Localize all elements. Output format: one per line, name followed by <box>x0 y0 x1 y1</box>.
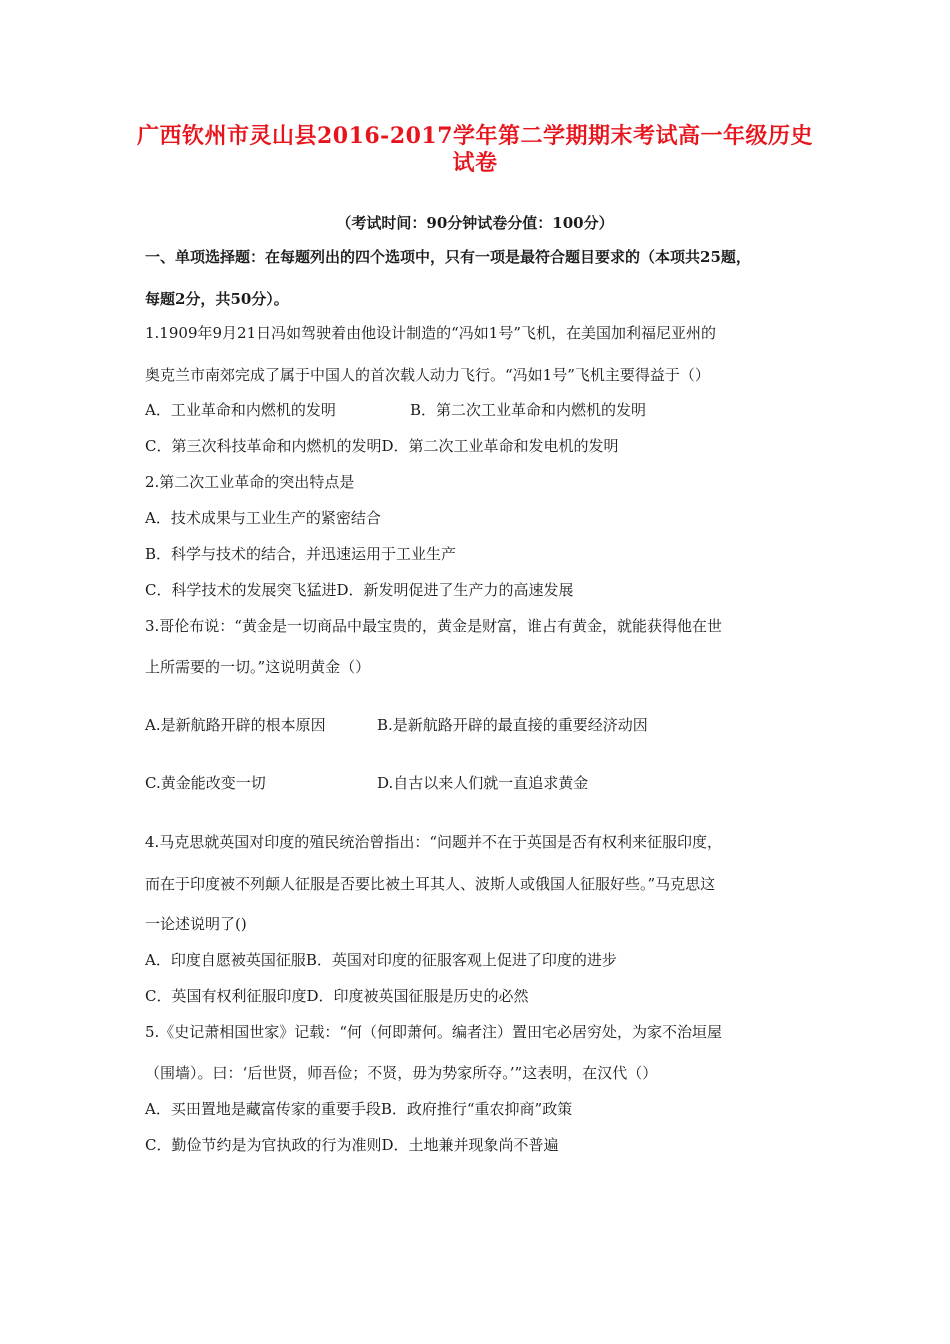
q3-option-a: A.是新航路开辟的根本原因 <box>145 716 326 734</box>
q3-option-b: B.是新航路开辟的最直接的重要经济动因 <box>377 716 648 734</box>
q5-stem-line1: 5.《史记萧相国世家》记载：“何（何即萧何。编者注）置田宅必居穷处，为家不治垣屋 <box>145 1023 722 1041</box>
q4-stem-line1: 4.马克思就英国对印度的殖民统治曾指出：“问题并不在于英国是否有权利来征服印度， <box>145 833 722 851</box>
q4-stem-line2: 而在于印度被不列颠人征服是否要比被土耳其人、波斯人或俄国人征服好些。”马克思这 <box>145 875 716 893</box>
section-heading-line1: 一、单项选择题：在每题列出的四个选项中，只有一项是最符合题目要求的（本项共25题， <box>145 248 751 266</box>
q2-option-a: A．技术成果与工业生产的紧密结合 <box>145 509 381 527</box>
q1-stem-line1: 1.1909年9月21日冯如驾驶着由他设计制造的“冯如1号”飞机，在美国加利福尼亚州的 <box>145 324 716 342</box>
q2-option-cd: C．科学技术的发展突飞猛进D．新发明促进了生产力的高速发展 <box>145 581 574 599</box>
q1-option-cd: C．第三次科技革命和内燃机的发明D．第二次工业革命和发电机的发明 <box>145 437 619 455</box>
q5-stem-line2: （围墙）。曰：‘后世贤，师吾俭；不贤，毋为势家所夺。’”这表明，在汉代（） <box>145 1064 658 1082</box>
q3-stem-line2: 上所需要的一切。”这说明黄金（） <box>145 658 371 676</box>
q1-stem-line2: 奥克兰市南郊完成了属于中国人的首次载人动力飞行。“冯如1号”飞机主要得益于（） <box>145 366 710 384</box>
q2-option-b: B．科学与技术的结合，并迅速运用于工业生产 <box>145 545 457 563</box>
q1-option-b: B．第二次工业革命和内燃机的发明 <box>410 401 647 419</box>
exam-title-line2: 试卷 <box>452 150 498 176</box>
q2-stem: 2.第二次工业革命的突出特点是 <box>145 473 355 491</box>
q4-stem-line3: 一论述说明了() <box>145 915 247 933</box>
section-heading-line2: 每题2分，共50分）。 <box>145 290 289 308</box>
exam-meta: （考试时间：90分钟试卷分值：100分） <box>336 214 614 232</box>
q3-option-d: D.自古以来人们就一直追求黄金 <box>377 774 589 792</box>
q5-option-cd: C．勤俭节约是为官执政的行为准则D．土地兼并现象尚不普遍 <box>145 1136 559 1154</box>
exam-title-line1: 广西钦州市灵山县2016-2017学年第二学期期末考试高一年级历史 <box>136 123 814 149</box>
q3-stem-line1: 3.哥伦布说：“黄金是一切商品中最宝贵的，黄金是财富，谁占有黄金，就能获得他在世 <box>145 617 722 635</box>
q5-option-ab: A．买田置地是藏富传家的重要手段B．政府推行“重农抑商”政策 <box>145 1100 573 1118</box>
q3-option-c: C.黄金能改变一切 <box>145 774 266 792</box>
q1-option-a: A．工业革命和内燃机的发明 <box>145 401 336 419</box>
q4-option-ab: A．印度自愿被英国征服B．英国对印度的征服客观上促进了印度的进步 <box>145 951 617 969</box>
q4-option-cd: C．英国有权利征服印度D．印度被英国征服是历史的必然 <box>145 987 529 1005</box>
